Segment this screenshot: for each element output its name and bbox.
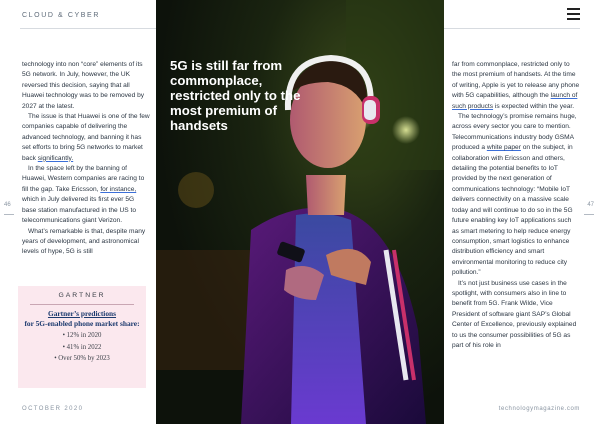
left-paragraph-1: technology into non “core” elements of its 5G network. In July, however, the UK reversed this decision, saying that all Huawei technology was to be removed by 2027 at the latest.: [22, 61, 145, 110]
left-paragraph-3: In the space left by the banning of Huawei, Western companies are racing to fill the gap. Take Ericsson, for instance, which in July delivered its first ever 5G base station manufactured in the US to telecommunications giant Verizon.: [22, 165, 145, 225]
link-for-instance[interactable]: for instance,: [100, 185, 137, 193]
callout-item: • 12% in 2020: [62, 332, 102, 340]
callout-title: Gartner’s predictions for 5G-enabled phone market share:: [24, 309, 140, 328]
hero-photo: [156, 0, 444, 424]
link-significantly[interactable]: significantly.: [37, 154, 74, 162]
section-label: CLOUD & CYBER: [22, 12, 100, 19]
right-paragraph-2: The technology’s promise remains huge, across every sector you care to mention. Telecommunications industry body GSMA produced a white paper on the subject, in collaboration with Ericsson and others, detailing the potential benefits to IoT provided by the next generation of communications technology: “Mobile IoT delivers connectivity on a massive scale today and will continue to do so in the 5G future enabling key IoT applications such as smart metering to help reduce energy consumption, smart logistics to enhance distribution efficiency and smart environmental monitoring to reduce city pollution.”: [452, 113, 577, 277]
menu-icon[interactable]: [567, 8, 580, 20]
page-number-left-dash: [4, 214, 14, 215]
headline: 5G is still far from commonplace, restricted only to the most premium of handsets: [170, 58, 301, 133]
callout-label: GARTNER: [58, 292, 106, 299]
right-article-column: [452, 60, 580, 351]
page-number-right-dash: [584, 214, 594, 215]
left-article-column: [22, 60, 150, 258]
link-launch-of-such-products[interactable]: launch of such products: [452, 92, 578, 110]
link-white-paper[interactable]: white paper: [486, 144, 521, 152]
callout-divider: [30, 304, 134, 305]
footer-date: OCTOBER 2020: [22, 406, 84, 412]
callout-item: • Over 50% by 2023: [54, 355, 110, 363]
left-paragraph-4: What’s remarkable is that, despite many years of development, and astronomical levels of hype, 5G is still: [22, 227, 146, 256]
right-paragraph-1: far from commonplace, restricted only to the most premium of handsets. At the time of writing, Apple is yet to release any phone with 5G capabilities, although the launch of such products is expected within the year.: [452, 61, 580, 110]
left-paragraph-2: The issue is that Huawei is one of the few companies capable of delivering the advanced technology, and banning it has set efforts to bring 5G networks to market back significantly.: [22, 113, 150, 162]
page-number-left: 46: [4, 202, 11, 208]
footer-site-link[interactable]: technologymagazine.com: [498, 406, 580, 412]
callout-item: • 41% in 2022: [62, 343, 102, 351]
gartner-callout: [18, 286, 146, 388]
page-number-right: 47: [587, 202, 594, 208]
right-paragraph-3: It’s not just business use cases in the spotlight, with consumers also in line to benefit from 5G. Frank Wilde, Vice President of software giant SAP’s Global Center of Excellence, previously explained to us the consumer possibilities of 5G as part of his role in: [452, 279, 577, 349]
gartner-predictions-link[interactable]: Gartner’s predictions: [47, 309, 117, 318]
